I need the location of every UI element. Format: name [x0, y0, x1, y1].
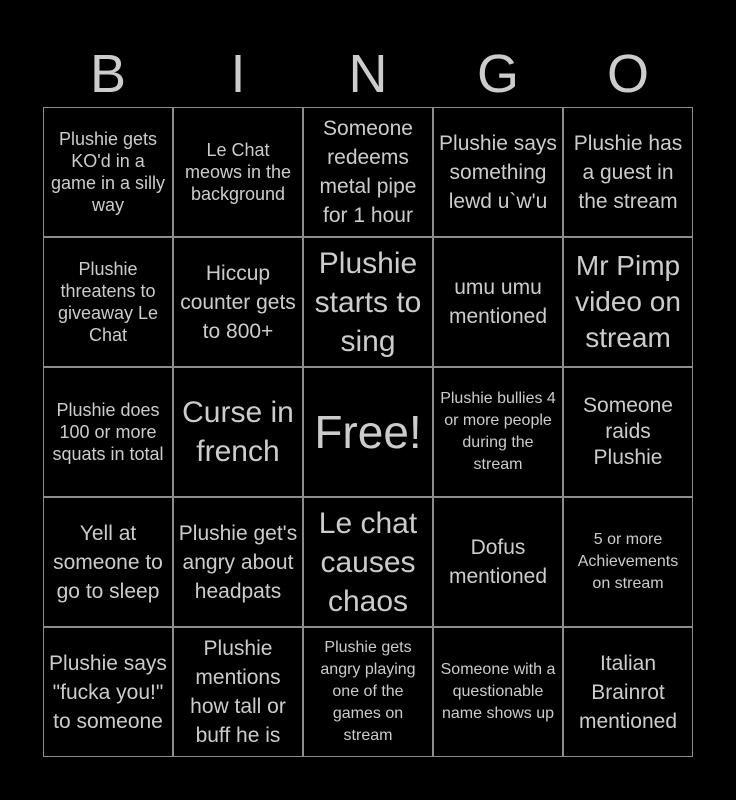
cell-text: Italian Brainrot mentioned: [578, 651, 678, 733]
bingo-cell[interactable]: [433, 627, 563, 757]
header-letter-i: I: [230, 44, 246, 104]
bingo-cell[interactable]: [173, 627, 303, 757]
cell-text: Someone redeems metal pipe for 1 hour: [319, 117, 417, 227]
cell-text: umu umu mentioned: [448, 276, 548, 328]
header-letter-g: G: [476, 44, 519, 104]
bingo-cell[interactable]: [43, 497, 173, 627]
cell-text: Plushie has a guest in the stream: [573, 131, 683, 213]
bingo-grid: [43, 107, 693, 757]
cell-text: Plushie does 100 or more squats in total: [52, 400, 164, 464]
cell-text: Plushie says "fucka you!" to someone: [49, 651, 167, 733]
cell-text: Plushie threatens to giveaway Le Chat: [57, 259, 159, 345]
cell-text: Curse in french: [182, 396, 294, 468]
bingo-cell[interactable]: [563, 367, 693, 497]
bingo-cell[interactable]: [43, 627, 173, 757]
bingo-cell[interactable]: [433, 107, 563, 237]
cell-text: Plushie get's angry about headpats: [178, 521, 298, 603]
header-letter-o: O: [606, 44, 649, 104]
cell-text: Someone with a questionable name shows up: [440, 661, 556, 722]
bingo-cell[interactable]: [303, 237, 433, 367]
bingo-cell[interactable]: [433, 497, 563, 627]
bingo-header: [43, 42, 693, 106]
cell-text: Plushie mentions how tall or buff he is: [190, 637, 286, 747]
header-letter-b: B: [89, 44, 127, 104]
bingo-cell[interactable]: [563, 627, 693, 757]
bingo-cell[interactable]: [563, 497, 693, 627]
bingo-cell[interactable]: [303, 107, 433, 237]
free-space-text: Free!: [314, 406, 422, 458]
cell-text: Plushie bullies 4 or more people during the stream: [440, 390, 556, 473]
bingo-cell[interactable]: [173, 237, 303, 367]
cell-text: Le chat causes chaos: [318, 506, 418, 618]
bingo-cell[interactable]: [173, 107, 303, 237]
cell-text: Yell at someone to go to sleep: [53, 521, 163, 603]
cell-text: Someone raids Plushie: [583, 394, 673, 469]
bingo-cell[interactable]: [43, 107, 173, 237]
bingo-cell[interactable]: [433, 367, 563, 497]
bingo-cell[interactable]: [43, 237, 173, 367]
bingo-cell[interactable]: [433, 237, 563, 367]
cell-text: Plushie gets KO'd in a game in a silly way: [50, 129, 166, 215]
cell-text: Plushie starts to sing: [314, 246, 422, 358]
bingo-cell[interactable]: [303, 627, 433, 757]
cell-text: Le Chat meows in the background: [184, 140, 292, 204]
cell-text: 5 or more Achievements on stream: [577, 531, 679, 592]
cell-text: Dofus mentioned: [448, 536, 548, 588]
cell-text: Plushie says something lewd u`w'u: [439, 131, 557, 213]
bingo-cell[interactable]: [173, 367, 303, 497]
bingo-cell-free[interactable]: [303, 367, 433, 497]
cell-text: Plushie gets angry playing one of the games on stream: [320, 639, 416, 744]
bingo-cell[interactable]: [563, 237, 693, 367]
header-letter-n: N: [348, 44, 388, 104]
bingo-cell[interactable]: [563, 107, 693, 237]
bingo-cell[interactable]: [303, 497, 433, 627]
cell-text: Mr Pimp video on stream: [575, 250, 681, 353]
bingo-cell[interactable]: [173, 497, 303, 627]
bingo-cell[interactable]: [43, 367, 173, 497]
cell-text: Hiccup counter gets to 800+: [180, 261, 296, 343]
